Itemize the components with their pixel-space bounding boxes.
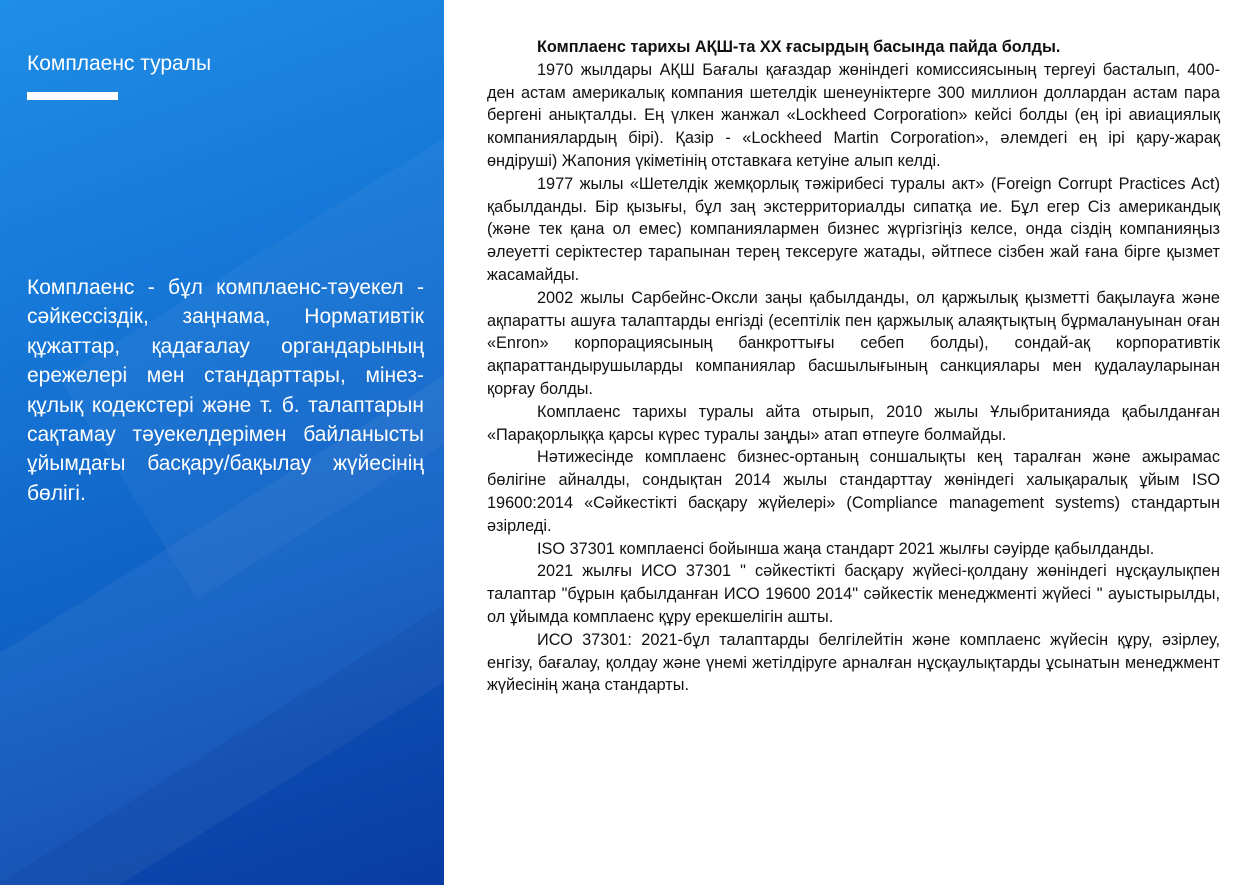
definition-text: Комплаенс - бұл комплаенс-тәуекел - сәйкессіздік, заңнама, Нормативтік құжаттар, қадағалау органдарының ережелері мен стандарттары, мінез-құлық кодекстері және т. б. талаптарын сақтамау тәуекелдерімен байланысты ұйымдағы басқару/бақылау жүйесінің бөлігі. (27, 276, 424, 505)
paragraph: Нәтижесінде комплаенс бизнес-ортаның соншалықты кең таралған және ажырамас бөлігіне айналды, сондықтан 2014 жылы стандарттау жөніндегі халықаралық ұйым ISO 19600:2014 «Сәйкестікті басқару жүйелері» (Compliance management systems) стандартын әзірледі. (487, 448, 1220, 535)
paragraph: ИСО 37301: 2021-бұл талаптарды белгілейтін және комплаенс жүйесін құру, әзірлеу, енгізу, бағалау, қолдау және үнемі жетілдіруге арналған нұсқаулықтарды ұсынатын менеджмент жүйесінің жаңа стандарты. (487, 630, 1220, 695)
paragraph: 1977 жылы «Шетелдік жемқорлық тәжірибесі туралы акт» (Foreign Corrupt Practices Act) қабылданды. Бір қызығы, бұл заң экстерриториалды сипатқа ие. Бұл егер Сіз американдық (және тек қана ол емес) компаниялармен бизнес жүргізгіңіз келсе, онда сіздің компанияңыз әлеуетті серіктестер тарапынан терең тексеруге жатады, әйтпесе сізбен жай ғана бірге қызмет жасамайды. (487, 174, 1220, 284)
main-content (487, 36, 1220, 697)
paragraph: 1970 жылдары АҚШ Бағалы қағаздар жөніндегі комиссиясының тергеуі басталып, 400-ден астам америкалық компания шетелдік шенеуніктерге 300 миллион доллардан астам пара бергені анықталды. Ең үлкен жанжал «Lockheed Corporation» кейсі болды (ең ірі авиациялық компаниялардың бірі). Қазір - «Lockheed Martin Corporation», әлемдегі ең ірі қару-жарақ өндіруші) Жапония үкіметінің отставкаға кетуіне алып келді. (487, 60, 1220, 170)
paragraph: ISO 37301 комплаенсі бойынша жаңа стандарт 2021 жылғы сәуірде қабылданды. (537, 539, 1155, 558)
paragraph: 2002 жылы Сарбейнс-Оксли заңы қабылданды, ол қаржылық қызметті бақылауға және ақпаратты ашуға талаптарды енгізді (есептілік пен қаржылық алаяқтықтың бұрмалануынан оған «Enron» корпорациясының банкроттығы себеп болды), сондай-ақ корпоративтік ақпараттандырушыларды компаниялар басшылығының санкциялары мен қудалауларынан қорғау болды. (487, 288, 1220, 398)
section-heading: Комплаенс тарихы АҚШ-та XX ғасырдың басында пайда болды. (537, 38, 1061, 56)
sidebar-panel (0, 0, 444, 885)
paragraph: Комплаенс тарихы туралы айта отырып, 2010 жылы Ұлыбританияда қабылданған «Парақорлыққа қарсы күрес туралы заңды» атап өтпеуге болмайды. (487, 402, 1220, 444)
paragraph: 2021 жылғы ИСО 37301 " сәйкестікті басқару жүйесі-қолдану жөніндегі нұсқаулықпен талаптар "бұрын қабылданған ИСО 19600 2014" сәйкестік менеджменті жүйесі " ауыстырылды, ол ұйымда комплаенс құру ерекшелігін ашты. (487, 562, 1220, 626)
title-underline (27, 92, 118, 100)
sidebar-title: Комплаенс туралы (27, 52, 212, 75)
